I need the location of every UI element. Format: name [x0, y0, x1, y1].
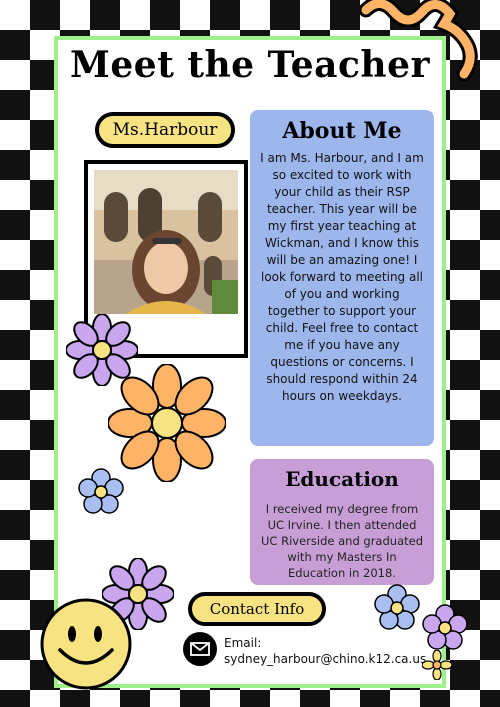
contact-info-label: Contact Info — [188, 592, 326, 626]
teacher-photo — [94, 170, 238, 314]
education-text: I received my degree from UC Irvine. I then attended UC Riverside and graduated with my Masters In Education in 2018. — [261, 502, 423, 580]
about-me-heading: About Me — [282, 118, 402, 144]
envelope-icon — [183, 632, 217, 666]
flower-icon — [108, 364, 226, 482]
flower-icon — [422, 604, 468, 650]
email-link[interactable]: sydney_harbour@chino.k12.ca.us — [224, 652, 427, 666]
flower-icon — [374, 584, 420, 630]
email-label: Email: — [224, 636, 262, 650]
page-title: Meet the Teacher — [70, 44, 430, 86]
about-me-text: I am Ms. Harbour, and I am so excited to work with your child as their RSP teacher. This year will be my first year teaching at Wickman, and I know this will be an amazing one! I look forward to meeting all of you and working together to support your child. Feel free to contact me if you have any questions or concerns. I should respond within 24 hours on weekdays. — [260, 151, 424, 403]
flower-icon — [78, 468, 124, 514]
education-heading: Education — [285, 467, 399, 491]
smiley-face-icon — [38, 596, 134, 692]
flower-icon — [422, 650, 452, 680]
teacher-name-label: Ms.Harbour — [95, 112, 235, 148]
